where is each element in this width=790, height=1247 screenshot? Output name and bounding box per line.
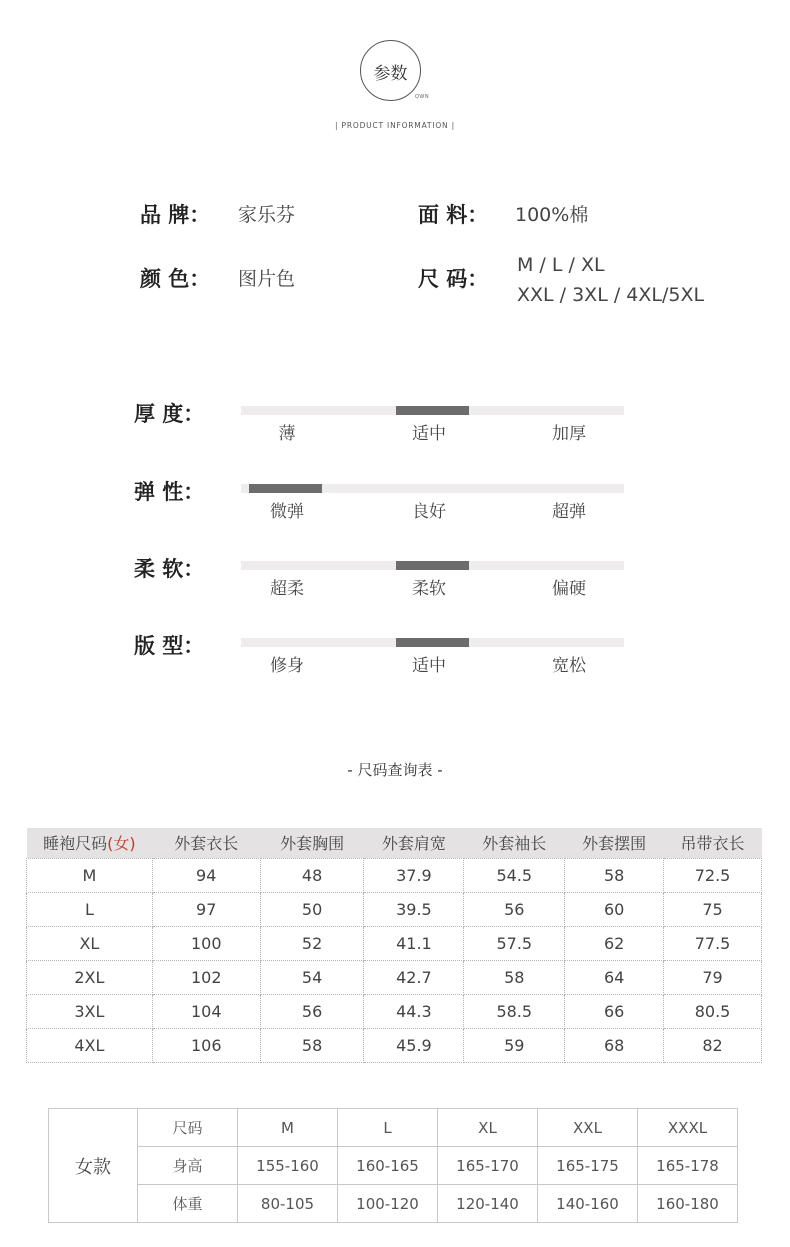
measure-cell: 60 <box>565 892 664 926</box>
ref-cell: 155-160 <box>238 1147 338 1185</box>
brand-value: 家乐芬 <box>238 204 296 226</box>
attribute-tick-label: 超弹 <box>552 502 586 522</box>
table-row <box>27 994 762 1028</box>
attribute-level-marker <box>396 561 469 570</box>
attribute-level-marker <box>396 638 469 647</box>
measure-cell: 57.5 <box>464 926 565 960</box>
ref-cell: L <box>338 1109 438 1147</box>
size-label: 尺 码： <box>418 267 489 291</box>
measure-cell: 59 <box>464 1028 565 1062</box>
ref-cell: M <box>238 1109 338 1147</box>
ref-cell: XL <box>438 1109 538 1147</box>
measure-cell: 45.9 <box>364 1028 464 1062</box>
measure-cell: 104 <box>152 994 260 1028</box>
attribute-label: 厚 度： <box>134 402 205 426</box>
size-cell: M <box>27 858 153 892</box>
size-value-line2: XXL / 3XL / 4XL/5XL <box>517 284 705 306</box>
measure-cell: 54.5 <box>464 858 565 892</box>
size-cell: 3XL <box>27 994 153 1028</box>
table-row <box>27 1028 762 1062</box>
ref-cell: 165-175 <box>538 1147 638 1185</box>
measure-cell: 80.5 <box>664 994 762 1028</box>
measure-cell: 41.1 <box>364 926 464 960</box>
attribute-tick-label: 微弹 <box>270 502 304 522</box>
color-value: 图片色 <box>238 268 296 290</box>
measure-cell: 97 <box>152 892 260 926</box>
size-table-header: 外套肩宽 <box>364 828 464 858</box>
measure-cell: 44.3 <box>364 994 464 1028</box>
size-cell: 2XL <box>27 960 153 994</box>
ref-weight-row <box>49 1185 738 1223</box>
measure-cell: 56 <box>260 994 364 1028</box>
attribute-tick-label: 偏硬 <box>552 579 586 599</box>
attribute-tick-label: 修身 <box>270 656 304 676</box>
size-table-header: 吊带衣长 <box>664 828 762 858</box>
attribute-level-marker <box>249 484 322 493</box>
attribute-level-marker <box>396 406 469 415</box>
size-table-header: 外套胸围 <box>260 828 364 858</box>
measure-cell: 58 <box>464 960 565 994</box>
attribute-tick-label: 宽松 <box>552 656 586 676</box>
ref-cell: 165-178 <box>638 1147 738 1185</box>
attribute-tick-label: 柔软 <box>412 579 446 599</box>
ref-row-label: 体重 <box>138 1185 238 1223</box>
size-table-header-first <box>27 828 153 858</box>
attribute-tick-label: 适中 <box>412 656 446 676</box>
ref-cell: 165-170 <box>438 1147 538 1185</box>
size-cell: L <box>27 892 153 926</box>
ref-cell: 100-120 <box>338 1185 438 1223</box>
ref-cell: 120-140 <box>438 1185 538 1223</box>
attribute-track <box>241 561 624 570</box>
measure-cell: 100 <box>152 926 260 960</box>
badge-subtext: QWN <box>415 94 430 100</box>
header-first-text: 睡袍尺码 <box>43 834 108 854</box>
measure-cell: 58 <box>565 858 664 892</box>
measure-cell: 39.5 <box>364 892 464 926</box>
attribute-label: 版 型： <box>134 634 205 658</box>
parameters-badge <box>360 40 430 101</box>
badge-title: 参数 <box>373 64 408 84</box>
ref-cell: XXXL <box>638 1109 738 1147</box>
ref-cell: 160-180 <box>638 1185 738 1223</box>
ref-cell: 160-165 <box>338 1147 438 1185</box>
attribute-track <box>241 406 624 415</box>
table-row <box>27 960 762 994</box>
size-table-header: 外套袖长 <box>464 828 565 858</box>
attribute-tick-label: 薄 <box>278 424 296 444</box>
measure-cell: 66 <box>565 994 664 1028</box>
ref-size-row <box>49 1109 738 1147</box>
fabric-label: 面 料： <box>418 203 489 227</box>
attribute-track <box>241 484 624 493</box>
size-chart-title: - 尺码查询表 - <box>347 761 443 779</box>
size-table-header: 外套衣长 <box>152 828 260 858</box>
attribute-tick-label: 适中 <box>412 424 446 444</box>
attribute-label: 柔 软： <box>134 557 205 581</box>
measure-cell: 82 <box>664 1028 762 1062</box>
ref-group-label: 女款 <box>49 1109 138 1223</box>
size-value-line1: M / L / XL <box>517 254 605 276</box>
ref-height-row <box>49 1147 738 1185</box>
measure-cell: 37.9 <box>364 858 464 892</box>
attribute-tick-label: 加厚 <box>552 424 586 444</box>
attribute-track <box>241 638 624 647</box>
table-row <box>27 926 762 960</box>
measure-cell: 79 <box>664 960 762 994</box>
measure-cell: 56 <box>464 892 565 926</box>
measure-cell: 64 <box>565 960 664 994</box>
ref-row-label: 尺码 <box>138 1109 238 1147</box>
size-table-header-row <box>27 828 762 858</box>
fabric-value: 100%棉 <box>515 204 589 226</box>
measure-cell: 58.5 <box>464 994 565 1028</box>
measure-cell: 50 <box>260 892 364 926</box>
measure-cell: 106 <box>152 1028 260 1062</box>
ref-cell: 140-160 <box>538 1185 638 1223</box>
ref-cell: 80-105 <box>238 1185 338 1223</box>
brand-label: 品 牌： <box>140 203 211 227</box>
size-table-header: 外套摆围 <box>565 828 664 858</box>
measure-cell: 62 <box>565 926 664 960</box>
size-cell: XL <box>27 926 153 960</box>
measure-cell: 48 <box>260 858 364 892</box>
measure-cell: 102 <box>152 960 260 994</box>
measure-cell: 94 <box>152 858 260 892</box>
measure-cell: 54 <box>260 960 364 994</box>
product-information-subtitle: | PRODUCT INFORMATION | <box>335 121 455 130</box>
attribute-label: 弹 性： <box>134 480 205 504</box>
table-row <box>27 892 762 926</box>
attribute-tick-label: 超柔 <box>270 579 304 599</box>
size-cell: 4XL <box>27 1028 153 1062</box>
size-table-body <box>27 858 762 1062</box>
measure-cell: 68 <box>565 1028 664 1062</box>
attribute-tick-label: 良好 <box>412 502 446 522</box>
measure-cell: 58 <box>260 1028 364 1062</box>
ref-row-label: 身高 <box>138 1147 238 1185</box>
color-label: 颜 色： <box>140 267 211 291</box>
measure-cell: 52 <box>260 926 364 960</box>
table-row <box>27 858 762 892</box>
measure-cell: 42.7 <box>364 960 464 994</box>
measure-cell: 75 <box>664 892 762 926</box>
measure-cell: 77.5 <box>664 926 762 960</box>
body-reference-table <box>48 1108 738 1223</box>
header-first-suffix: (女) <box>107 834 136 854</box>
ref-cell: XXL <box>538 1109 638 1147</box>
measure-cell: 72.5 <box>664 858 762 892</box>
size-table <box>26 828 762 1063</box>
